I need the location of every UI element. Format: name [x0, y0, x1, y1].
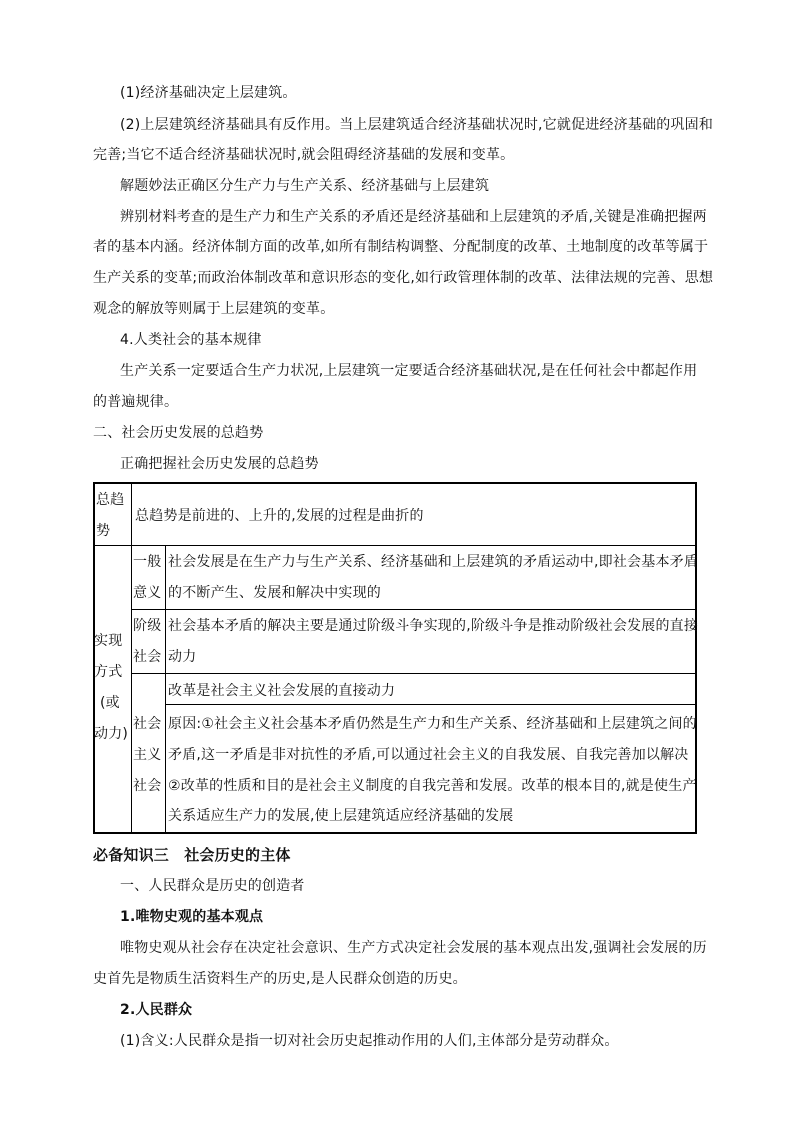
law-para-1: 生产关系一定要适合生产力状况,上层建筑一定要适合经济基础状况,是在任何社会中都起作用	[120, 363, 698, 379]
general-label-b: 意义	[133, 585, 162, 601]
row-divider	[93, 545, 697, 546]
general-content-2: 的不断产生、发展和解决中实现的	[168, 585, 381, 601]
people-definition: (1)含义:人民群众是指一切对社会历史起推动作用的人们,主体部分是劳动群众。	[120, 1033, 619, 1049]
tip-para-2: 者的基本内涵。经济体制方面的改革,如所有制结构调整、分配制度的改革、土地制度的改革等属于	[93, 239, 709, 255]
method-label-c: (或	[100, 695, 120, 711]
method-label-a: 实现	[94, 633, 123, 649]
socialist-label-c: 社会	[133, 778, 162, 794]
heading-1: 1.唯物史观的基本观点	[120, 909, 264, 925]
socialist-label-a: 社会	[133, 716, 162, 732]
heading-4: 4.人类社会的基本规律	[120, 332, 262, 348]
tip-para-4: 观念的解放等则属于上层建筑的变革。	[93, 301, 335, 317]
heading-2: 2.人民群众	[120, 1002, 193, 1018]
section-3-subheading: 一、人民群众是历史的创造者	[120, 878, 305, 894]
point-2: (2)上层建筑经济基础具有反作用。当上层建筑适合经济基础状况时,它就促进经济基础的巩固和	[120, 117, 714, 133]
class-content-1: 社会基本矛盾的解决主要是通过阶级斗争实现的,阶级斗争是推动阶级社会发展的直接	[168, 618, 699, 634]
socialist-reason-3: ②改革的性质和目的是社会主义制度的自我完善和发展。改革的根本目的,就是使生产	[168, 778, 697, 794]
point-2-cont: 完善;当它不适合经济基础状况时,就会阻碍经济基础的发展和变革。	[93, 147, 515, 163]
point-1: (1)经济基础决定上层建筑。	[120, 85, 297, 101]
socialist-reason-1: 原因:①社会主义社会基本矛盾仍然是生产力和生产关系、经济基础和上层建筑之间的	[168, 716, 697, 732]
row-divider	[165, 704, 697, 705]
historical-view-para-1: 唯物史观从社会存在决定社会意识、生产方式决定社会发展的基本观点出发,强调社会发展的历	[120, 940, 707, 956]
section-2-heading: 二、社会历史发展的总趋势	[93, 425, 264, 441]
trend-label-b: 势	[96, 523, 111, 539]
law-para-2: 的普遍规律。	[93, 394, 179, 410]
col-divider	[165, 545, 166, 834]
trend-table	[93, 482, 697, 834]
table-caption: 正确把握社会历史发展的总趋势	[120, 456, 319, 472]
socialist-label-b: 主义	[133, 747, 162, 763]
trend-content: 总趋势是前进的、上升的,发展的过程是曲折的	[135, 508, 424, 524]
tip-heading: 解题妙法正确区分生产力与生产关系、经济基础与上层建筑	[120, 178, 490, 194]
row-divider	[131, 609, 697, 610]
class-label-a: 阶级	[133, 618, 162, 634]
class-content-2: 动力	[168, 649, 197, 665]
tip-para-1: 辨别材料考查的是生产力和生产关系的矛盾还是经济基础和上层建筑的矛盾,关键是准确把握两	[120, 209, 707, 225]
trend-label-a: 总趋	[96, 492, 125, 508]
method-label-b: 方式	[94, 664, 123, 680]
method-label-d: 动力)	[94, 726, 129, 742]
socialist-reason-4: 关系适应生产力的发展,使上层建筑适应经济基础的发展	[168, 808, 514, 824]
socialist-reform: 改革是社会主义社会发展的直接动力	[168, 683, 396, 699]
general-content-1: 社会发展是在生产力与生产关系、经济基础和上层建筑的矛盾运动中,即社会基本矛盾	[168, 554, 699, 570]
section-3-title: 必备知识三 社会历史的主体	[93, 846, 291, 864]
class-label-b: 社会	[133, 649, 162, 665]
col-divider	[131, 482, 132, 834]
row-divider	[131, 673, 697, 674]
socialist-reason-2: 矛盾,这一矛盾是非对抗性的矛盾,可以通过社会主义的自我发展、自我完善加以解决	[168, 747, 689, 763]
historical-view-para-2: 史首先是物质生活资料生产的历史,是人民群众创造的历史。	[93, 971, 467, 987]
general-label-a: 一般	[133, 554, 162, 570]
tip-para-3: 生产关系的变革;而政治体制改革和意识形态的变化,如行政管理体制的改革、法律法规的完善、思想	[93, 270, 714, 286]
